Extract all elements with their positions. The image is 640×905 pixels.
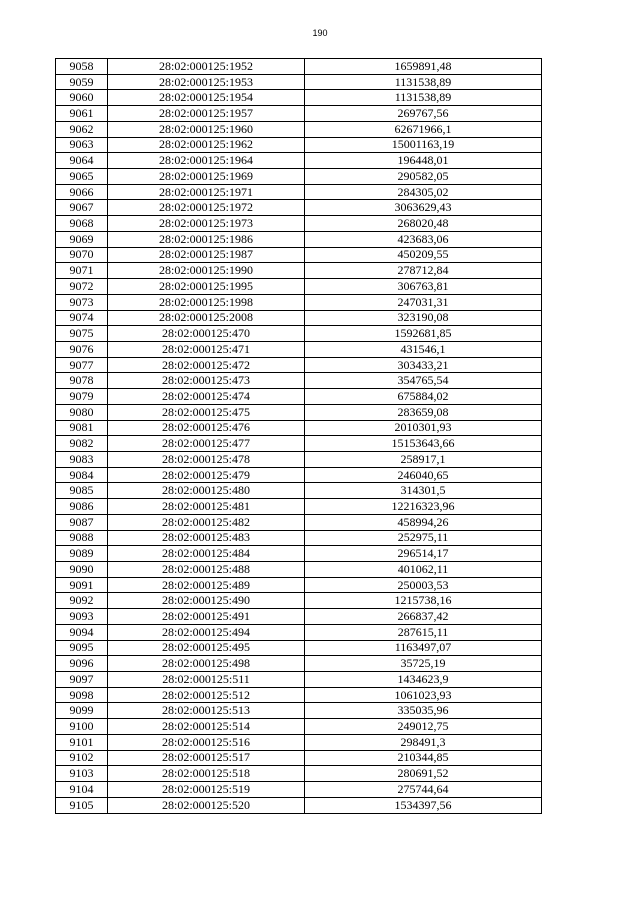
cadastral-value-cell: 284305,02: [305, 184, 542, 200]
cadastral-number-cell: 28:02:000125:516: [108, 734, 305, 750]
cadastral-number-cell: 28:02:000125:514: [108, 719, 305, 735]
cadastral-value-cell: 3063629,43: [305, 200, 542, 216]
cadastral-value-cell: 1659891,48: [305, 59, 542, 75]
row-number-cell: 9084: [56, 467, 108, 483]
row-number-cell: 9067: [56, 200, 108, 216]
row-number-cell: 9061: [56, 106, 108, 122]
cadastral-value-cell: 298491,3: [305, 734, 542, 750]
cadastral-number-cell: 28:02:000125:1973: [108, 216, 305, 232]
cadastral-value-cell: 1163497,07: [305, 640, 542, 656]
table-row: [56, 672, 542, 688]
table-row: [56, 90, 542, 106]
cadastral-value-cell: 210344,85: [305, 750, 542, 766]
row-number-cell: 9086: [56, 499, 108, 515]
table-row: [56, 530, 542, 546]
row-number-cell: 9093: [56, 609, 108, 625]
cadastral-number-cell: 28:02:000125:475: [108, 404, 305, 420]
table-row: [56, 231, 542, 247]
cadastral-value-cell: 12216323,96: [305, 499, 542, 515]
cadastral-number-cell: 28:02:000125:519: [108, 782, 305, 798]
table-row: [56, 59, 542, 75]
cadastral-number-cell: 28:02:000125:1957: [108, 106, 305, 122]
row-number-cell: 9088: [56, 530, 108, 546]
table-row: [56, 420, 542, 436]
cadastral-value-cell: 268020,48: [305, 216, 542, 232]
cadastral-number-cell: 28:02:000125:1987: [108, 247, 305, 263]
row-number-cell: 9098: [56, 687, 108, 703]
table-row: [56, 546, 542, 562]
cadastral-number-cell: 28:02:000125:489: [108, 577, 305, 593]
cadastral-number-cell: 28:02:000125:491: [108, 609, 305, 625]
cadastral-number-cell: 28:02:000125:1962: [108, 137, 305, 153]
row-number-cell: 9076: [56, 341, 108, 357]
cadastral-number-cell: 28:02:000125:1953: [108, 74, 305, 90]
row-number-cell: 9092: [56, 593, 108, 609]
cadastral-value-cell: 423683,06: [305, 231, 542, 247]
row-number-cell: 9083: [56, 451, 108, 467]
row-number-cell: 9078: [56, 373, 108, 389]
table-row: [56, 389, 542, 405]
table-row: [56, 200, 542, 216]
page-number: 190: [312, 28, 328, 38]
cadastral-value-cell: 296514,17: [305, 546, 542, 562]
cadastral-number-cell: 28:02:000125:484: [108, 546, 305, 562]
cadastral-number-cell: 28:02:000125:479: [108, 467, 305, 483]
table-row: [56, 216, 542, 232]
table-row: [56, 184, 542, 200]
cadastral-number-cell: 28:02:000125:474: [108, 389, 305, 405]
cadastral-number-cell: 28:02:000125:512: [108, 687, 305, 703]
row-number-cell: 9085: [56, 483, 108, 499]
cadastral-value-cell: 290582,05: [305, 169, 542, 185]
cadastral-number-cell: 28:02:000125:483: [108, 530, 305, 546]
row-number-cell: 9099: [56, 703, 108, 719]
cadastral-value-cell: 303433,21: [305, 357, 542, 373]
table-row: [56, 310, 542, 326]
cadastral-value-cell: 1534397,56: [305, 797, 542, 813]
table-row: [56, 373, 542, 389]
row-number-cell: 9103: [56, 766, 108, 782]
cadastral-value-cell: 196448,01: [305, 153, 542, 169]
cadastral-number-cell: 28:02:000125:480: [108, 483, 305, 499]
cadastral-value-cell: 2010301,93: [305, 420, 542, 436]
table-row: [56, 624, 542, 640]
row-number-cell: 9066: [56, 184, 108, 200]
cadastral-number-cell: 28:02:000125:473: [108, 373, 305, 389]
cadastral-value-cell: 266837,42: [305, 609, 542, 625]
row-number-cell: 9059: [56, 74, 108, 90]
table-row: [56, 734, 542, 750]
cadastral-number-cell: 28:02:000125:494: [108, 624, 305, 640]
row-number-cell: 9077: [56, 357, 108, 373]
cadastral-number-cell: 28:02:000125:488: [108, 562, 305, 578]
cadastral-value-cell: 15001163,19: [305, 137, 542, 153]
cadastral-value-cell: 258917,1: [305, 451, 542, 467]
table-row: [56, 766, 542, 782]
cadastral-value-cell: 283659,08: [305, 404, 542, 420]
row-number-cell: 9102: [56, 750, 108, 766]
cadastral-number-cell: 28:02:000125:478: [108, 451, 305, 467]
table-row: [56, 121, 542, 137]
table-row: [56, 656, 542, 672]
table-row: [56, 562, 542, 578]
table-row: [56, 294, 542, 310]
cadastral-number-cell: 28:02:000125:2008: [108, 310, 305, 326]
table-row: [56, 436, 542, 452]
cadastral-number-cell: 28:02:000125:495: [108, 640, 305, 656]
cadastral-value-cell: 458994,26: [305, 514, 542, 530]
table-row: [56, 279, 542, 295]
row-number-cell: 9090: [56, 562, 108, 578]
cadastral-value-cell: 275744,64: [305, 782, 542, 798]
cadastral-value-cell: 246040,65: [305, 467, 542, 483]
cadastral-value-cell: 250003,53: [305, 577, 542, 593]
cadastral-value-cell: 287615,11: [305, 624, 542, 640]
table-row: [56, 137, 542, 153]
table-row: [56, 74, 542, 90]
table-row: [56, 404, 542, 420]
cadastral-value-cell: 1061023,93: [305, 687, 542, 703]
row-number-cell: 9063: [56, 137, 108, 153]
row-number-cell: 9095: [56, 640, 108, 656]
row-number-cell: 9075: [56, 326, 108, 342]
table-row: [56, 640, 542, 656]
table-row: [56, 687, 542, 703]
cadastral-number-cell: 28:02:000125:476: [108, 420, 305, 436]
cadastral-number-cell: 28:02:000125:1972: [108, 200, 305, 216]
cadastral-number-cell: 28:02:000125:471: [108, 341, 305, 357]
table-row: [56, 483, 542, 499]
cadastral-value-cell: 314301,5: [305, 483, 542, 499]
row-number-cell: 9105: [56, 797, 108, 813]
row-number-cell: 9097: [56, 672, 108, 688]
cadastral-value-cell: 323190,08: [305, 310, 542, 326]
table-row: [56, 263, 542, 279]
cadastral-number-cell: 28:02:000125:1995: [108, 279, 305, 295]
cadastral-value-cell: 247031,31: [305, 294, 542, 310]
cadastral-number-cell: 28:02:000125:470: [108, 326, 305, 342]
cadastral-value-cell: 1131538,89: [305, 90, 542, 106]
cadastral-number-cell: 28:02:000125:1952: [108, 59, 305, 75]
cadastral-number-cell: 28:02:000125:1998: [108, 294, 305, 310]
cadastral-value-cell: 269767,56: [305, 106, 542, 122]
row-number-cell: 9065: [56, 169, 108, 185]
row-number-cell: 9060: [56, 90, 108, 106]
cadastral-number-cell: 28:02:000125:481: [108, 499, 305, 515]
table-row: [56, 153, 542, 169]
cadastral-number-cell: 28:02:000125:498: [108, 656, 305, 672]
row-number-cell: 9104: [56, 782, 108, 798]
cadastral-value-cell: 249012,75: [305, 719, 542, 735]
row-number-cell: 9070: [56, 247, 108, 263]
cadastral-value-cell: 35725,19: [305, 656, 542, 672]
cadastral-number-cell: 28:02:000125:477: [108, 436, 305, 452]
cadastral-number-cell: 28:02:000125:513: [108, 703, 305, 719]
cadastral-value-cell: 15153643,66: [305, 436, 542, 452]
table-row: [56, 797, 542, 813]
table-row: [56, 719, 542, 735]
cadastral-value-cell: 278712,84: [305, 263, 542, 279]
cadastral-number-cell: 28:02:000125:518: [108, 766, 305, 782]
cadastral-number-cell: 28:02:000125:482: [108, 514, 305, 530]
row-number-cell: 9094: [56, 624, 108, 640]
cadastral-value-cell: 354765,54: [305, 373, 542, 389]
row-number-cell: 9073: [56, 294, 108, 310]
table-row: [56, 750, 542, 766]
row-number-cell: 9087: [56, 514, 108, 530]
row-number-cell: 9096: [56, 656, 108, 672]
row-number-cell: 9081: [56, 420, 108, 436]
cadastral-number-cell: 28:02:000125:1964: [108, 153, 305, 169]
cadastral-value-cell: 62671966,1: [305, 121, 542, 137]
row-number-cell: 9062: [56, 121, 108, 137]
row-number-cell: 9079: [56, 389, 108, 405]
row-number-cell: 9071: [56, 263, 108, 279]
cadastral-value-cell: 280691,52: [305, 766, 542, 782]
table-row: [56, 106, 542, 122]
row-number-cell: 9082: [56, 436, 108, 452]
table-row: [56, 593, 542, 609]
cadastral-number-cell: 28:02:000125:1954: [108, 90, 305, 106]
table-body: [56, 59, 542, 814]
cadastral-number-cell: 28:02:000125:472: [108, 357, 305, 373]
table-row: [56, 782, 542, 798]
table-row: [56, 357, 542, 373]
row-number-cell: 9058: [56, 59, 108, 75]
table-row: [56, 326, 542, 342]
cadastral-value-cell: 306763,81: [305, 279, 542, 295]
table-row: [56, 451, 542, 467]
cadastral-number-cell: 28:02:000125:511: [108, 672, 305, 688]
cadastral-value-cell: 252975,11: [305, 530, 542, 546]
cadastral-value-cell: 1434623,9: [305, 672, 542, 688]
row-number-cell: 9080: [56, 404, 108, 420]
row-number-cell: 9074: [56, 310, 108, 326]
row-number-cell: 9068: [56, 216, 108, 232]
cadastral-number-cell: 28:02:000125:1969: [108, 169, 305, 185]
cadastral-number-cell: 28:02:000125:1990: [108, 263, 305, 279]
row-number-cell: 9101: [56, 734, 108, 750]
row-number-cell: 9091: [56, 577, 108, 593]
table-row: [56, 514, 542, 530]
table-row: [56, 577, 542, 593]
row-number-cell: 9072: [56, 279, 108, 295]
cadastral-number-cell: 28:02:000125:1960: [108, 121, 305, 137]
cadastral-value-cell: 401062,11: [305, 562, 542, 578]
cadastral-number-cell: 28:02:000125:517: [108, 750, 305, 766]
table-row: [56, 499, 542, 515]
table-row: [56, 169, 542, 185]
cadastral-value-table: [55, 58, 542, 814]
table-row: [56, 247, 542, 263]
cadastral-value-cell: 1592681,85: [305, 326, 542, 342]
row-number-cell: 9100: [56, 719, 108, 735]
table-row: [56, 467, 542, 483]
row-number-cell: 9064: [56, 153, 108, 169]
cadastral-value-cell: 335035,96: [305, 703, 542, 719]
cadastral-value-cell: 675884,02: [305, 389, 542, 405]
cadastral-value-cell: 431546,1: [305, 341, 542, 357]
cadastral-number-cell: 28:02:000125:1971: [108, 184, 305, 200]
cadastral-value-cell: 450209,55: [305, 247, 542, 263]
row-number-cell: 9069: [56, 231, 108, 247]
table-row: [56, 341, 542, 357]
table-row: [56, 609, 542, 625]
cadastral-number-cell: 28:02:000125:490: [108, 593, 305, 609]
cadastral-value-cell: 1215738,16: [305, 593, 542, 609]
cadastral-number-cell: 28:02:000125:520: [108, 797, 305, 813]
table-row: [56, 703, 542, 719]
row-number-cell: 9089: [56, 546, 108, 562]
cadastral-value-cell: 1131538,89: [305, 74, 542, 90]
cadastral-number-cell: 28:02:000125:1986: [108, 231, 305, 247]
